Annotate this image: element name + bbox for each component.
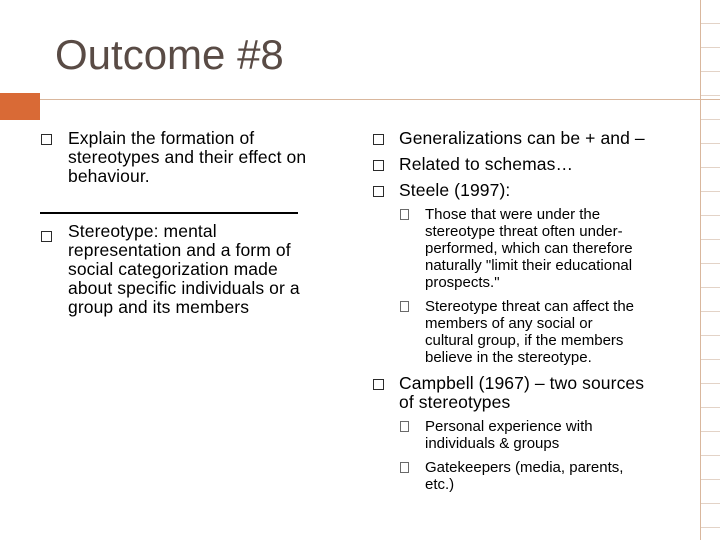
- campbell-sub-personal: Personal experience with individuals & groups: [425, 418, 593, 452]
- sub-bullet-icon: [400, 421, 409, 432]
- sub-bullet-icon: [400, 462, 409, 473]
- bullet-explain: Explain the formation of stereotypes and their effect on behaviour.: [68, 128, 307, 186]
- header-rule: [0, 99, 720, 100]
- slide-title: Outcome #8: [55, 31, 284, 78]
- square-bullet-icon: [373, 134, 384, 145]
- bullet-steele: Steele (1997):: [399, 180, 511, 200]
- steele-sub-threat-effect: Stereotype threat can affect the members of any social or cultural group, if the members believe in the stereotype.: [425, 298, 635, 366]
- square-bullet-icon: [373, 186, 384, 197]
- square-bullet-icon: [41, 134, 52, 145]
- bullet-generalizations: Generalizations can be + and –: [399, 128, 645, 148]
- square-bullet-icon: [41, 231, 52, 242]
- campbell-sub-gatekeepers: Gatekeepers (media, parents, etc.): [425, 459, 624, 493]
- bullet-campbell: Campbell (1967) – two sources of stereotypes: [399, 373, 645, 412]
- steele-sub-underperformed: Those that were under the stereotype threat often under- performed, which can therefore naturally "limit their educational prospects.": [425, 206, 633, 291]
- bullet-stereotype-definition: Stereotype: mental representation and a form of social categorization made about specific individuals or a group and its members: [68, 221, 300, 317]
- divider-line: [40, 212, 298, 214]
- square-bullet-icon: [373, 160, 384, 171]
- sub-bullet-icon: [400, 301, 409, 312]
- side-stripes: [701, 0, 720, 540]
- accent-block: [0, 93, 40, 120]
- sub-bullet-icon: [400, 209, 409, 220]
- bullet-schemas: Related to schemas…: [399, 154, 574, 174]
- square-bullet-icon: [373, 379, 384, 390]
